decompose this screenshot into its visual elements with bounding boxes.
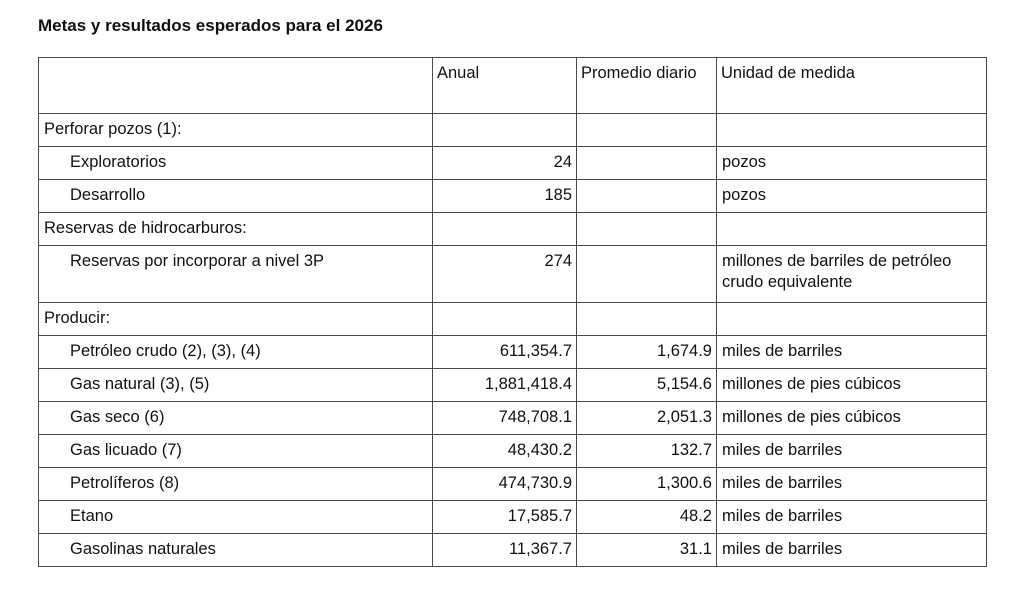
row-unidad bbox=[717, 303, 987, 336]
row-concept: Petróleo crudo (2), (3), (4) bbox=[39, 336, 433, 369]
row-concept: Perforar pozos (1): bbox=[39, 114, 433, 147]
row-concept: Gas licuado (7) bbox=[39, 435, 433, 468]
table-row bbox=[39, 534, 987, 567]
row-concept: Exploratorios bbox=[39, 147, 433, 180]
row-unidad: pozos bbox=[717, 147, 987, 180]
table-row bbox=[39, 501, 987, 534]
row-concept: Gas seco (6) bbox=[39, 402, 433, 435]
row-anual: 474,730.9 bbox=[433, 468, 577, 501]
row-promedio: 1,300.6 bbox=[577, 468, 717, 501]
row-unidad: millones de barriles de petróleo crudo equivalente bbox=[717, 246, 987, 303]
header-promedio bbox=[577, 58, 717, 114]
row-concept: Gas natural (3), (5) bbox=[39, 369, 433, 402]
row-promedio bbox=[577, 114, 717, 147]
table-row-section bbox=[39, 303, 987, 336]
table-row bbox=[39, 468, 987, 501]
row-promedio bbox=[577, 213, 717, 246]
row-unidad: miles de barriles bbox=[717, 468, 987, 501]
row-promedio bbox=[577, 180, 717, 213]
header-unidad bbox=[717, 58, 987, 114]
row-unidad: millones de pies cúbicos bbox=[717, 402, 987, 435]
header-anual bbox=[433, 58, 577, 114]
row-promedio: 1,674.9 bbox=[577, 336, 717, 369]
table-row bbox=[39, 369, 987, 402]
row-concept: Desarrollo bbox=[39, 180, 433, 213]
table-row bbox=[39, 147, 987, 180]
row-concept: Etano bbox=[39, 501, 433, 534]
row-anual bbox=[433, 114, 577, 147]
table-row bbox=[39, 180, 987, 213]
row-promedio: 2,051.3 bbox=[577, 402, 717, 435]
row-anual bbox=[433, 213, 577, 246]
row-anual bbox=[433, 303, 577, 336]
page-title: Metas y resultados esperados para el 2026 bbox=[38, 16, 383, 35]
table-row-section bbox=[39, 114, 987, 147]
row-anual: 17,585.7 bbox=[433, 501, 577, 534]
table-row bbox=[39, 336, 987, 369]
row-unidad: pozos bbox=[717, 180, 987, 213]
goals-table bbox=[38, 57, 987, 567]
row-unidad: miles de barriles bbox=[717, 501, 987, 534]
row-anual: 48,430.2 bbox=[433, 435, 577, 468]
row-promedio: 48.2 bbox=[577, 501, 717, 534]
header-concept bbox=[39, 58, 433, 114]
row-promedio bbox=[577, 147, 717, 180]
header-unidad-label: Unidad de medida bbox=[721, 64, 855, 82]
row-promedio bbox=[577, 303, 717, 336]
row-anual: 274 bbox=[433, 246, 577, 303]
row-anual: 11,367.7 bbox=[433, 534, 577, 567]
row-unidad bbox=[717, 114, 987, 147]
table-row bbox=[39, 402, 987, 435]
row-unidad: miles de barriles bbox=[717, 435, 987, 468]
row-anual: 611,354.7 bbox=[433, 336, 577, 369]
row-anual: 748,708.1 bbox=[433, 402, 577, 435]
row-promedio: 132.7 bbox=[577, 435, 717, 468]
row-concept: Producir: bbox=[39, 303, 433, 336]
row-concept: Petrolíferos (8) bbox=[39, 468, 433, 501]
row-unidad: miles de barriles bbox=[717, 534, 987, 567]
table-row-section bbox=[39, 213, 987, 246]
header-promedio-label: Promedio diario bbox=[581, 64, 697, 82]
row-concept: Gasolinas naturales bbox=[39, 534, 433, 567]
row-anual: 185 bbox=[433, 180, 577, 213]
row-promedio bbox=[577, 246, 717, 303]
row-unidad: miles de barriles bbox=[717, 336, 987, 369]
row-unidad bbox=[717, 213, 987, 246]
header-anual-label: Anual bbox=[437, 64, 480, 82]
row-promedio: 5,154.6 bbox=[577, 369, 717, 402]
row-concept: Reservas por incorporar a nivel 3P bbox=[39, 246, 433, 303]
row-unidad: millones de pies cúbicos bbox=[717, 369, 987, 402]
row-promedio: 31.1 bbox=[577, 534, 717, 567]
table-row bbox=[39, 246, 987, 303]
row-anual: 24 bbox=[433, 147, 577, 180]
row-anual: 1,881,418.4 bbox=[433, 369, 577, 402]
row-concept: Reservas de hidrocarburos: bbox=[39, 213, 433, 246]
table-row bbox=[39, 435, 987, 468]
table-header-row bbox=[39, 58, 987, 114]
